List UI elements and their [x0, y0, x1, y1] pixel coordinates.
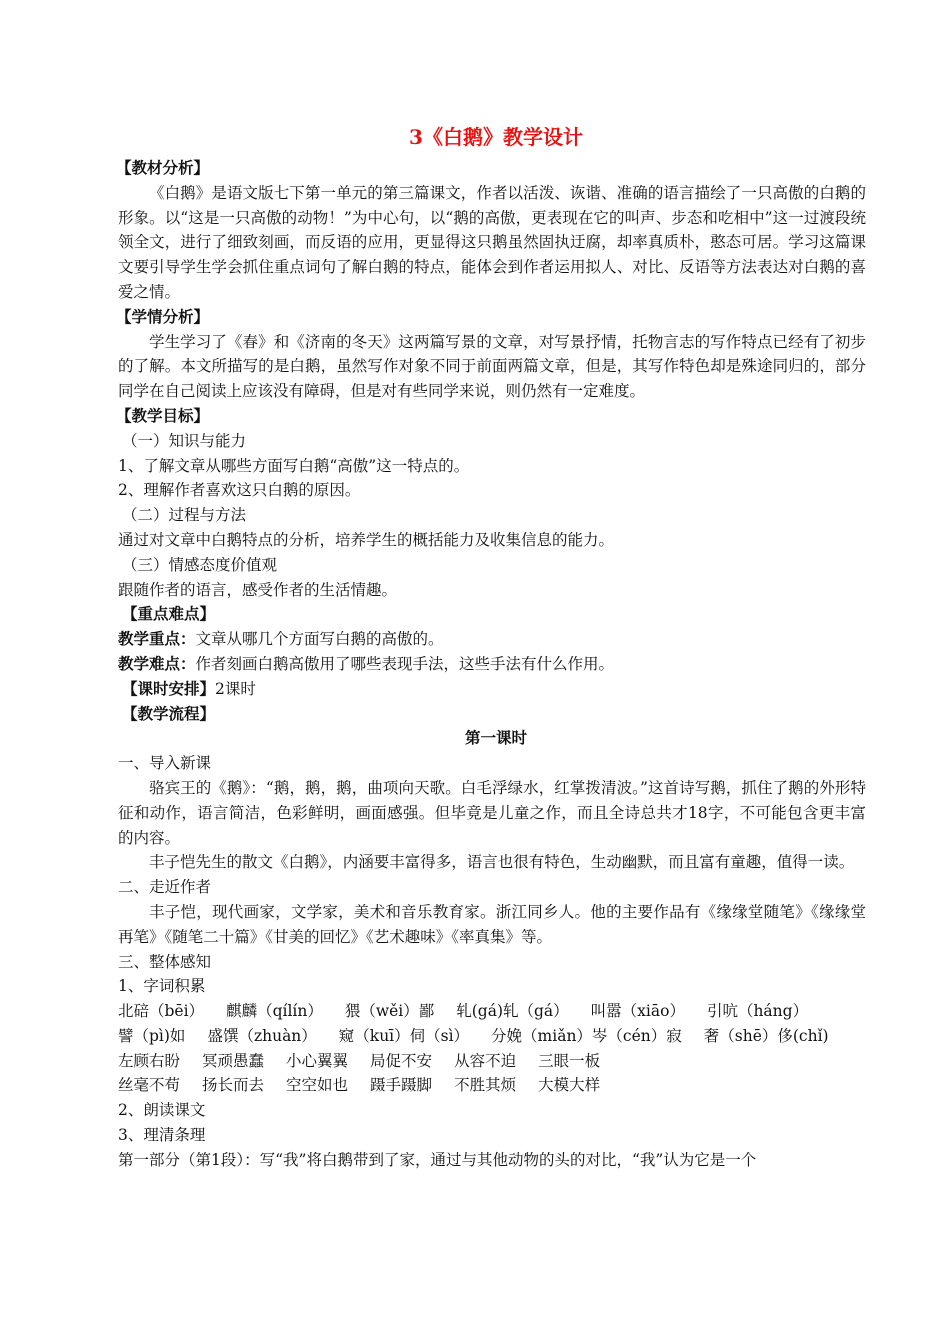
vocab-item: 引吭（háng） — [706, 1002, 809, 1021]
key-point-text: 文章从哪几个方面写白鹅的高傲的。 — [195, 630, 444, 649]
student-analysis-paragraph: 学生学习了《春》和《济南的冬天》这两篇写景的文章，对写景抒情，托物言志的写作特点已经有了初步的了解。本文所描写的是白鹅，虽然写作对象不同于前面两篇文章，但是，其写作特色却是殊途同归的，部分同学在自己阅读上应该没有障碍，但是对有些同学来说，则仍然有一定难度。 — [118, 332, 866, 401]
vocab-item: 盛馔（zhuàn） — [207, 1026, 317, 1045]
step-paragraph: 丰子恺先生的散文《白鹅》，内涵要丰富得多，语言也很有特色，生动幽默，而且富有童趣，值得一读。 — [149, 853, 855, 872]
vocab-item: 小心翼翼 — [286, 1051, 349, 1070]
vocab-item: 分娩（miǎn）岑（cén）寂 — [491, 1026, 682, 1045]
vocab-item: 局促不安 — [370, 1051, 433, 1070]
schedule-text: 2课时 — [215, 679, 256, 698]
step-paragraph: 丰子恺，现代画家，文学家，美术和音乐教育家。浙江同乡人。他的主要作品有《缘缘堂随笔》《缘缘堂再笔》《随笔二十篇》《甘美的回忆》《艺术趣味》《率真集》等。 — [118, 902, 866, 946]
step-heading: 二、走近作者 — [118, 878, 212, 897]
goal-item: 1、了解文章从哪些方面写白鹅“高傲”这一特点的。 — [118, 456, 470, 475]
section-heading-key-points: 【重点难点】 — [122, 604, 216, 624]
step-paragraph: 第一部分（第1段）：写“我”将白鹅带到了家，通过与其他动物的头的对比，“我”认为它是一个 — [118, 1150, 757, 1169]
vocab-item: 大模大样 — [538, 1076, 601, 1095]
sub-step-heading: 1、字词积累 — [118, 977, 206, 996]
vocab-row — [118, 1049, 866, 1074]
goal-item: 2、理解作者喜欢这只白鹅的原因。 — [118, 481, 361, 500]
vocab-item: 叫嚣（xiāo） — [590, 1002, 685, 1021]
section-heading-student-analysis: 【学情分析】 — [116, 306, 210, 326]
vocab-item: 不胜其烦 — [454, 1076, 517, 1095]
step-heading: 三、整体感知 — [118, 952, 212, 971]
vocab-row — [118, 1073, 866, 1098]
sub-step-heading: 3、理清条理 — [118, 1126, 206, 1145]
vocab-item: 空空如也 — [286, 1076, 349, 1095]
step-heading: 一、导入新课 — [118, 754, 212, 773]
section-heading-teaching-flow: 【教学流程】 — [122, 703, 216, 723]
vocab-item: 左顾右盼 — [118, 1051, 181, 1070]
goal-item: 通过对文章中白鹅特点的分析，培养学生的概括能力及收集信息的能力。 — [118, 530, 615, 549]
vocab-item: 麒麟（qílín） — [226, 1002, 323, 1021]
vocab-item: 冥顽愚蠢 — [202, 1051, 265, 1070]
section-heading-schedule: 【课时安排】 — [122, 678, 216, 698]
vocab-item: 猥（wěi）鄙 — [344, 1002, 435, 1021]
vocab-item: 蹑手蹑脚 — [370, 1076, 433, 1095]
goal-heading-process: （二）过程与方法 — [122, 506, 247, 525]
difficulty-label: 教学难点： — [118, 653, 196, 673]
sub-step-heading: 2、朗读课文 — [118, 1101, 206, 1120]
vocab-item: 三眼一板 — [538, 1051, 601, 1070]
vocab-item: 丝毫不苟 — [118, 1076, 181, 1095]
vocab-item: 从容不迫 — [454, 1051, 517, 1070]
key-point-line — [118, 627, 866, 652]
lesson-heading: 第一课时 — [464, 728, 527, 748]
difficulty-line — [118, 652, 866, 677]
vocab-row — [118, 999, 866, 1024]
vocab-item: 扬长而去 — [202, 1076, 265, 1095]
vocab-item: 譬（pì)如 — [118, 1026, 186, 1045]
vocab-item: 奢（shē）侈(chǐ) — [703, 1026, 829, 1045]
document-title: 3《白鹅》教学设计 — [409, 125, 583, 149]
vocab-row — [118, 1024, 866, 1049]
step-paragraph: 骆宾王的《鹅》：“鹅，鹅，鹅，曲项向天歌。白毛浮绿水，红掌拨清波。”这首诗写鹅，抓住了鹅的外形特征和动作，语言简洁，色彩鲜明，画面感强。但毕竟是儿童之作，而且全诗总共才18字，不可能包含更丰富的内容。 — [118, 778, 866, 847]
goal-item: 跟随作者的语言，感受作者的生活情趣。 — [118, 580, 398, 599]
section-heading-teaching-goals: 【教学目标】 — [116, 405, 210, 425]
goal-heading-knowledge: （一）知识与能力 — [122, 431, 247, 450]
vocab-item: 轧(gá)轧（gá） — [456, 1002, 569, 1021]
difficulty-text: 作者刻画白鹅高傲用了哪些表现手法，这些手法有什么作用。 — [195, 654, 615, 673]
section-heading-textbook-analysis: 【教材分析】 — [116, 158, 210, 177]
goal-heading-attitude: （三）情感态度价值观 — [122, 555, 278, 574]
schedule-line — [122, 677, 866, 702]
vocab-item: 北碚（bēi） — [118, 1002, 205, 1021]
vocab-item: 窥（kuī）伺（sì） — [338, 1026, 470, 1045]
textbook-analysis-paragraph: 《白鹅》是语文版七下第一单元的第三篇课文，作者以活泼、诙谐、准确的语言描绘了一只高傲的白鹅的形象。以“这是一只高傲的动物！”为中心句，以“鹅的高傲，更表现在它的叫声、步态和吃相中”这一过渡段统领全文，进行了细致刻画，而反语的应用，更显得这只鹅虽然固执迂腐，却率真质朴，憨态可居。学习这篇课文要引导学生学会抓住重点词句了解白鹅的特点，能体会到作者运用拟人、对比、反语等方法表达对白鹅的喜爱之情。 — [118, 183, 866, 301]
key-point-label: 教学重点： — [118, 629, 196, 649]
document-page — [118, 118, 866, 1173]
